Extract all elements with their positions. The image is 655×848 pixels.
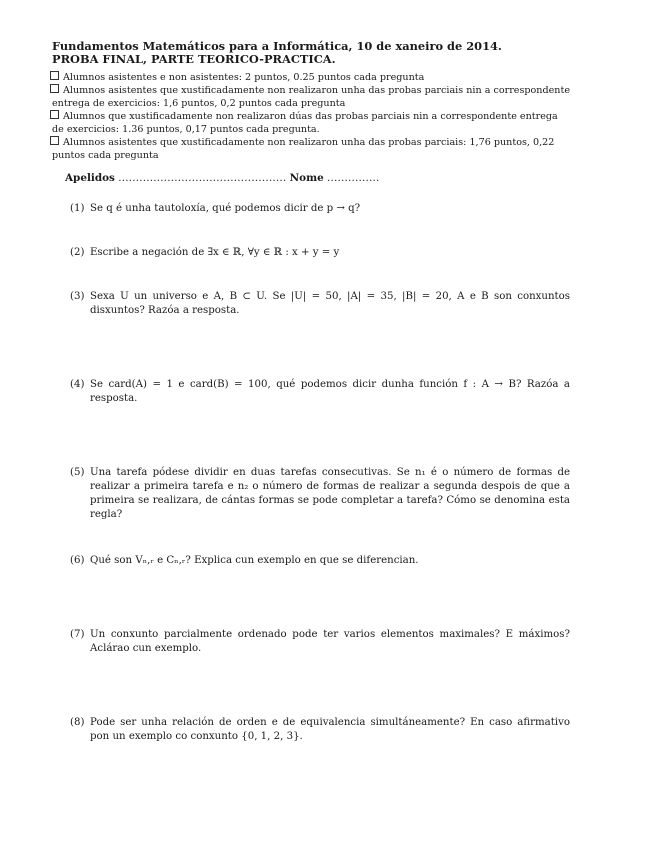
question-7 <box>70 628 570 656</box>
question-text: Se card(A) = 1 e card(B) = 100, qué podemos dicir dunha función f : A → B? Razóa a resposta. <box>90 379 570 404</box>
option-text: Alumnos asistentes que xustificadamente non realizaron unha das probas parciais nin a correspondente entrega de exercicios: 1,6 puntos, 0,2 puntos cada pregunta <box>52 85 571 109</box>
nome-field[interactable]: ............... <box>327 172 380 184</box>
question-text: Una tarefa pódese dividir en duas tarefas consecutivas. Se n₁ é o número de formas de realizar a primeira tarefa e n₂ o número de formas de realizar a segunda despois de que a primeira se realizara, de cántas formas se pode completar a tarefa? Cómo se denomina esta regla? <box>90 467 570 520</box>
option-item[interactable] <box>52 71 572 84</box>
question-1 <box>70 202 570 216</box>
question-number: (1) <box>70 203 85 214</box>
question-5 <box>70 466 570 522</box>
question-number: (8) <box>70 717 85 728</box>
question-3 <box>70 290 570 318</box>
checkbox-icon[interactable] <box>50 84 59 93</box>
question-text: Escribe a negación de ∃x ∈ ℝ, ∀y ∈ ℝ : x + y = y <box>90 247 340 258</box>
apelidos-field[interactable]: ................................................ <box>118 172 287 184</box>
question-text: Se q é unha tautoloxía, qué podemos dicir de p → q? <box>90 203 361 214</box>
checkbox-icon[interactable] <box>50 136 59 145</box>
question-text: Un conxunto parcialmente ordenado pode ter varios elementos maximales? E máximos? Aclárao cun exemplo. <box>90 629 570 654</box>
exam-page <box>52 40 572 184</box>
question-number: (5) <box>70 467 85 478</box>
scoring-options <box>52 71 572 162</box>
question-text: Sexa U un universo e A, B ⊂ U. Se |U| = 50, |A| = 35, |B| = 20, A e B son conxuntos disxuntos? Razóa a resposta. <box>90 291 570 316</box>
question-number: (3) <box>70 291 85 302</box>
option-text: Alumnos asistentes e non asistentes: 2 puntos, 0.25 puntos cada pregunta <box>63 72 425 83</box>
option-item[interactable] <box>52 110 572 136</box>
exam-subtitle: PROBA FINAL, PARTE TEORICO-PRACTICA. <box>52 52 336 66</box>
question-number: (6) <box>70 555 85 566</box>
checkbox-icon[interactable] <box>50 71 59 80</box>
student-name-row <box>52 172 572 184</box>
question-8 <box>70 716 570 744</box>
option-item[interactable] <box>52 136 572 162</box>
question-number: (2) <box>70 247 85 258</box>
checkbox-icon[interactable] <box>50 110 59 119</box>
option-text: Alumnos asistentes que xustificadamente non realizaron unha das probas parciais: 1,76 puntos, 0,22 puntos cada pregunta <box>52 137 555 161</box>
question-number: (4) <box>70 379 85 390</box>
exam-title: Fundamentos Matemáticos para a Informática, 10 de xaneiro de 2014. <box>52 39 502 53</box>
nome-label: Nome <box>289 172 324 184</box>
apelidos-label: Apelidos <box>65 172 115 184</box>
question-number: (7) <box>70 629 85 640</box>
question-4 <box>70 378 570 406</box>
option-text: Alumnos que xustificadamente non realizaron dúas das probas parciais nin a correspondente entrega de exercicios: 1.36 puntos, 0,17 puntos cada pregunta. <box>52 111 558 135</box>
option-item[interactable] <box>52 84 572 110</box>
question-text: Pode ser unha relación de orden e de equivalencia simultáneamente? En caso afirmativo pon un exemplo co conxunto {0, 1, 2, 3}. <box>90 717 570 742</box>
question-6 <box>70 554 570 568</box>
question-text: Qué son Vₙ,ᵣ e Cₙ,ᵣ? Explica cun exemplo en que se diferencian. <box>90 555 419 566</box>
question-2 <box>70 246 570 260</box>
